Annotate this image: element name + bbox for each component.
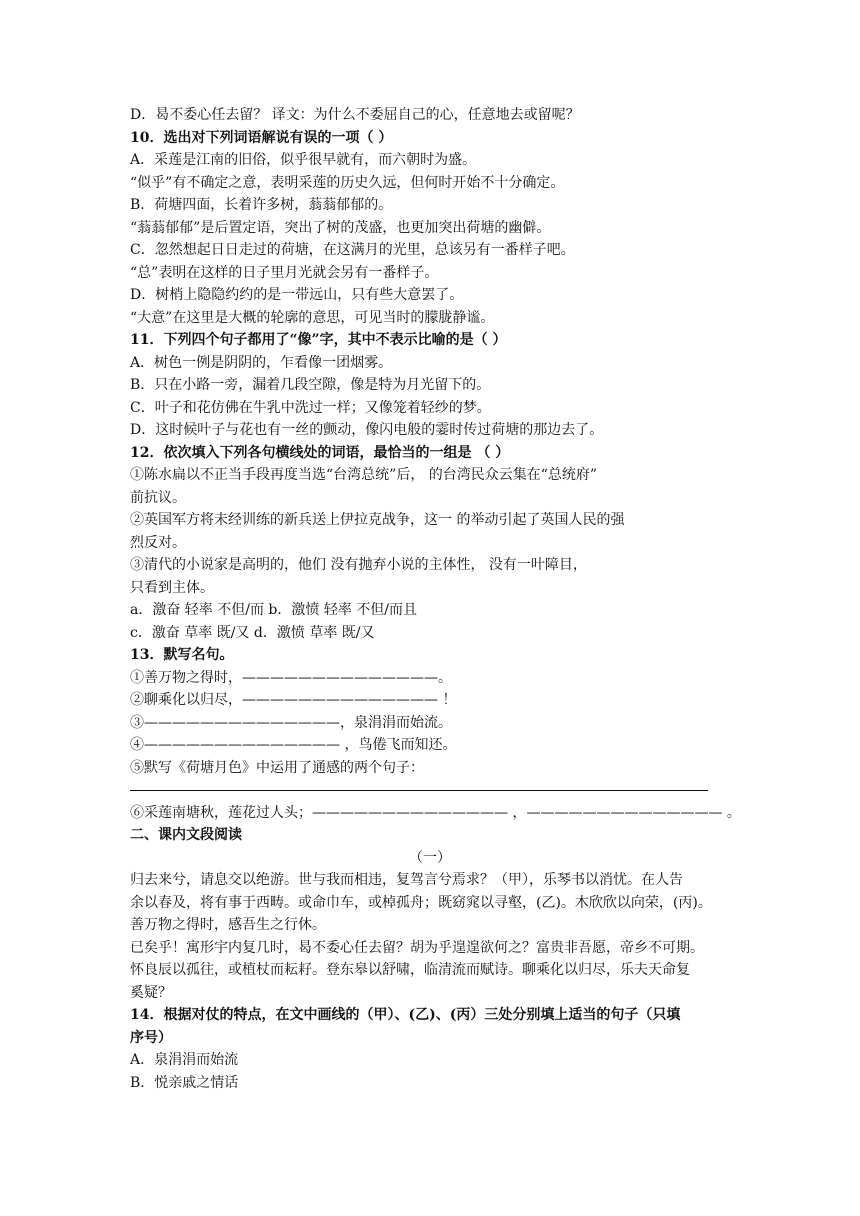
text-line: D．这时候叶子与花也有一丝的颤动，像闪电般的霎时传过荷塘的那边去了。 <box>130 422 604 438</box>
question-heading: 二、课内文段阅读 <box>130 827 242 843</box>
text-line: ⑤默写《荷塘月色》中运用了通感的两个句子： <box>130 759 424 776</box>
text-line: “蓊蓊郁郁”是后置定语，突出了树的茂盛，也更加突出荷塘的幽僻。 <box>130 219 551 236</box>
text-line: 只看到主体。 <box>130 579 214 596</box>
text-line: ②聊乘化以归尽，—————————————— ！ <box>130 692 457 708</box>
text-line: ③——————————————，泉涓涓而始流。 <box>130 714 452 731</box>
text-line: 怀良辰以孤往，或植杖而耘耔。登东皋以舒啸，临清流而赋诗。聊乘化以归尽，乐夫天命复 <box>130 962 690 978</box>
question-heading: 11．下列四个句子都用了“像”字，其中不表示比喻的是（ ） <box>130 332 507 348</box>
text-line: ③清代的小说家是高明的，他们 没有抛弃小说的主体性， 没有一叶障目， <box>130 557 587 573</box>
text-line: 奚疑？ <box>130 984 172 1001</box>
text-line: A．树色一例是阴阴的，乍看像一团烟雾。 <box>130 354 393 371</box>
question-heading: 10．选出对下列词语解说有误的一项（ ） <box>130 129 393 146</box>
question-heading: 14．根据对仗的特点，在文中画线的（甲）、(乙)、(丙）三处分别填上适当的句子（只填 <box>130 1007 681 1023</box>
text-line: “似乎”有不确定之意，表明采莲的历史久远，但何时开始不十分确定。 <box>130 174 565 191</box>
text-line: 归去来兮，请息交以绝游。世与我而相违，复驾言兮焉求？（甲），乐琴书以消忧。在人告 <box>130 872 683 888</box>
text-line: D．曷不委心任去留？ 译文：为什么不委屈自己的心，任意地去或留呢？ <box>130 107 580 123</box>
question-heading: 序号） <box>130 1029 172 1046</box>
text-line: D．树梢上隐隐约约的是一带远山，只有些大意罢了。 <box>130 287 464 303</box>
text-line: A．采莲是江南的旧俗，似乎很早就有，而六朝时为盛。 <box>130 152 477 168</box>
question-heading: 13．默写名句。 <box>130 647 234 663</box>
text-line: ①善万物之得时，——————————————。 <box>130 669 452 686</box>
text-line: B．悦亲戚之情话 <box>130 1074 239 1091</box>
text-line: B．只在小路一旁，漏着几段空隙，像是特为月光留下的。 <box>130 377 491 393</box>
text-line: ⑥采莲南塘秋，莲花过人头；—————————————— ，—————————————— 。 <box>130 804 741 821</box>
text-line: ①陈水扁以不正当手段再度当选“台湾总统”后， 的台湾民众云集在“总统府” <box>130 467 598 483</box>
text-line: c．激奋 草率 既/又 d．激愤 草率 既/又 <box>130 624 375 641</box>
section-subtitle: （一） <box>409 849 451 866</box>
text-line: a．激奋 轻率 不但/而 b．激愤 轻率 不但/而且 <box>130 602 417 618</box>
text-line: 余以春及，将有事于西畴。或命巾车，或棹孤舟；既窈窕以寻壑，(乙)。木欣欣以向荣，(丙)。 <box>130 894 712 911</box>
text-line: ②英国军方将未经训练的新兵送上伊拉克战争，这一 的举动引起了英国人民的强 <box>130 512 625 528</box>
text-line: 善万物之得时，感吾生之行休。 <box>130 917 326 933</box>
question-heading: 12．依次填入下列各句横线处的词语，最恰当的一组是 （ ） <box>130 444 510 461</box>
text-line: “大意”在这里是大概的轮廓的意思，可见当时的朦胧静谧。 <box>130 309 495 326</box>
text-line: “总”表明在这样的日子里月光就会另有一番样子。 <box>130 264 439 281</box>
answer-underline <box>130 790 708 791</box>
text-line: A．泉涓涓而始流 <box>130 1052 239 1068</box>
text-line: 已矣乎！寓形宇内复几时，曷不委心任去留？胡为乎遑遑欲何之？富贵非吾愿，帝乡不可期。 <box>130 939 704 956</box>
text-line: 烈反对。 <box>130 534 186 551</box>
text-line: B．荷塘四面，长着许多树，蓊蓊郁郁的。 <box>130 197 393 213</box>
text-line: ④—————————————— ，鸟倦飞而知还。 <box>130 737 457 753</box>
text-line: C．叶子和花仿佛在牛乳中洗过一样；又像笼着轻纱的梦。 <box>130 399 491 416</box>
text-line: C．忽然想起日日走过的荷塘，在这满月的光里，总该另有一番样子吧。 <box>130 242 575 258</box>
text-line: 前抗议。 <box>130 489 186 506</box>
